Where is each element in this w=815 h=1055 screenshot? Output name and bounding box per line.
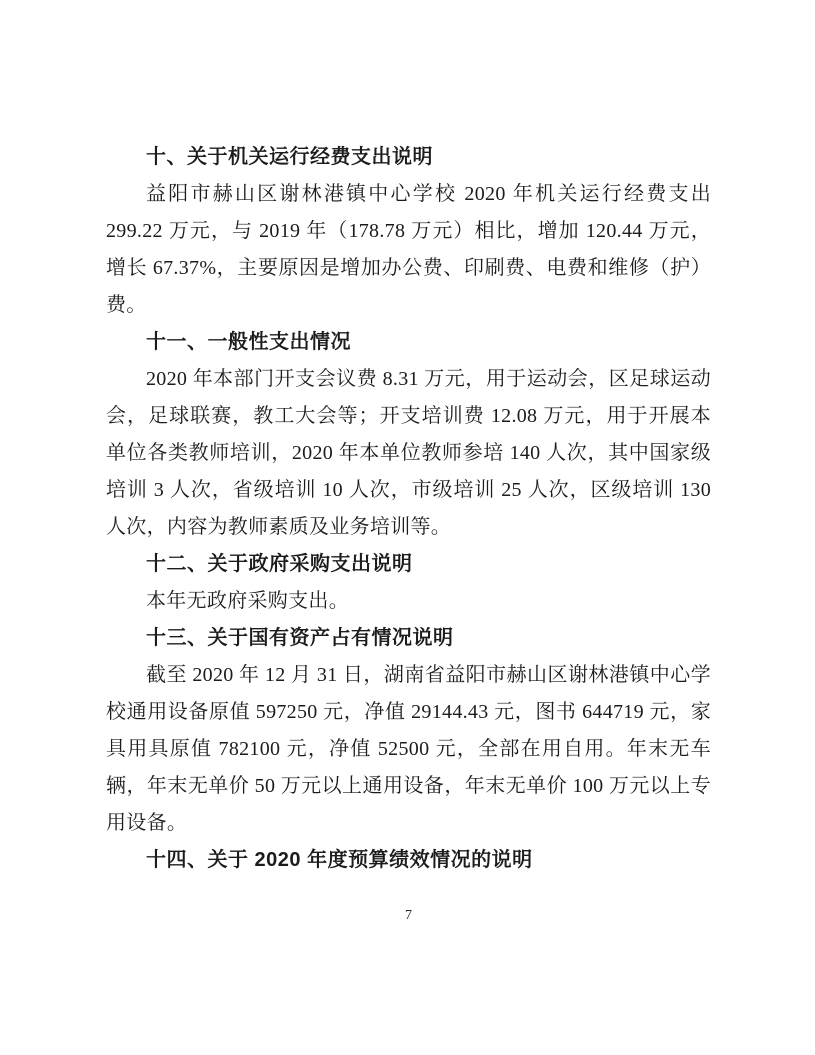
paragraph-state-owned-assets: 截至 2020 年 12 月 31 日，湖南省益阳市赫山区谢林港镇中心学校通用设备原值 597250 元，净值 29144.43 元，图书 644719 元，家具用具原值 782100 元，净值 52500 元，全部在用自用。年末无车辆，年末无单价 50 万元以上通用设备，年末无单价 100 万元以上专用设备。 bbox=[106, 664, 711, 834]
paragraph-government-procurement: 本年无政府采购支出。 bbox=[146, 590, 349, 612]
section-heading-11-general-expenditure: 十一、一般性支出情况 bbox=[146, 331, 351, 353]
section-heading-13-state-owned-assets: 十三、关于国有资产占有情况说明 bbox=[146, 627, 454, 649]
document-content bbox=[106, 139, 711, 879]
paragraph-agency-operating-expense: 益阳市赫山区谢林港镇中心学校 2020 年机关运行经费支出 299.22 万元，与 2019 年（178.78 万元）相比，增加 120.44 万元，增长 67.37%，主要原因是增加办公费、印刷费、电费和维修（护）费。 bbox=[106, 183, 711, 316]
section-heading-12-government-procurement: 十二、关于政府采购支出说明 bbox=[146, 553, 413, 575]
section-heading-10-agency-operating-expense: 十、关于机关运行经费支出说明 bbox=[146, 146, 433, 168]
section-heading-14-budget-performance: 十四、关于 2020 年度预算绩效情况的说明 bbox=[146, 849, 533, 871]
page-number: 7 bbox=[405, 908, 412, 923]
paragraph-general-expenditure: 2020 年本部门开支会议费 8.31 万元，用于运动会，区足球运动会，足球联赛，教工大会等；开支培训费 12.08 万元，用于开展本单位各类教师培训，2020 年本单位教师参培 140 人次，其中国家级培训 3 人次，省级培训 10 人次，市级培训 25 人次，区级培训 130 人次，内容为教师素质及业务培训等。 bbox=[106, 368, 711, 538]
